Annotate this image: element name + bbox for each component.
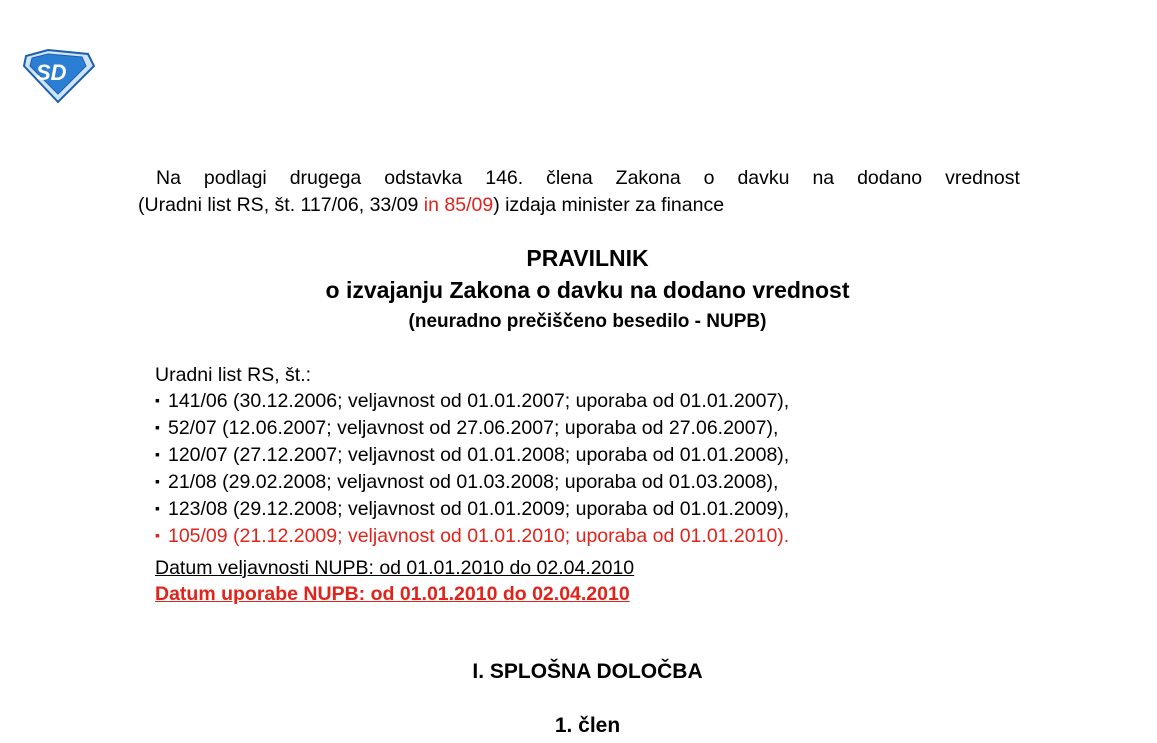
intro-issuer: ) izdaja minister za finance [493, 194, 725, 216]
gazette-list [155, 388, 789, 550]
intro-amendment-ref: in 85/09 [423, 194, 494, 216]
intro-word: Na [156, 167, 181, 189]
intro-citation: (Uradni list RS, št. 117/06, 33/09 [138, 194, 424, 216]
nupb-dates [155, 555, 634, 607]
intro-word: drugega [289, 167, 362, 189]
intro-paragraph [138, 165, 1020, 219]
sd-logo-icon [22, 48, 96, 104]
section-heading: I. SPLOŠNA DOLOČBA [472, 660, 703, 683]
intro-word: 146. [485, 167, 524, 189]
intro-line-1 [138, 165, 1020, 192]
intro-word: člena [546, 167, 593, 189]
application-date: Datum uporabe NUPB: od 01.01.2010 do 02.04.2010 [155, 583, 630, 605]
gazette-heading: Uradni list RS, št.: [155, 364, 312, 386]
article-heading: 1. člen [554, 714, 621, 737]
intro-word: o [703, 167, 715, 189]
intro-word: Zakona [615, 167, 681, 189]
gazette-item: ▪ 141/06 (30.12.2006; veljavnost od 01.01.2007; uporaba od 01.01.2007), [155, 388, 789, 415]
doc-note: (neuradno prečiščeno besedilo - NUPB) [408, 311, 767, 332]
intro-word: odstavka [384, 167, 463, 189]
gazette-item: ▪ 123/08 (29.12.2008; veljavnost od 01.01.2009; uporaba od 01.01.2009), [155, 496, 789, 523]
intro-line-2 [138, 192, 1020, 219]
gazette-item: ▪ 52/07 (12.06.2007; veljavnost od 27.06.2007; uporaba od 27.06.2007), [155, 415, 789, 442]
intro-word: na [812, 167, 835, 189]
intro-word: davku [737, 167, 790, 189]
gazette-item-latest: ▪ 105/09 (21.12.2009; veljavnost od 01.01.2010; uporaba od 01.01.2010). [155, 523, 789, 550]
validity-date: Datum veljavnosti NUPB: od 01.01.2010 do 02.04.2010 [155, 557, 635, 579]
svg-text:SD: SD [36, 60, 67, 85]
gazette-item: ▪ 21/08 (29.02.2008; veljavnost od 01.03.2008; uporaba od 01.03.2008), [155, 469, 789, 496]
gazette-item: ▪ 120/07 (27.12.2007; veljavnost od 01.01.2008; uporaba od 01.01.2008), [155, 442, 789, 469]
intro-word: dodano [857, 167, 923, 189]
gazette-list-block [155, 362, 789, 550]
doc-subtitle: o izvajanju Zakona o davku na dodano vrednost [325, 277, 850, 303]
intro-word: podlagi [203, 167, 267, 189]
intro-word: vrednost [945, 167, 1020, 189]
doc-title: PRAVILNIK [526, 245, 649, 271]
